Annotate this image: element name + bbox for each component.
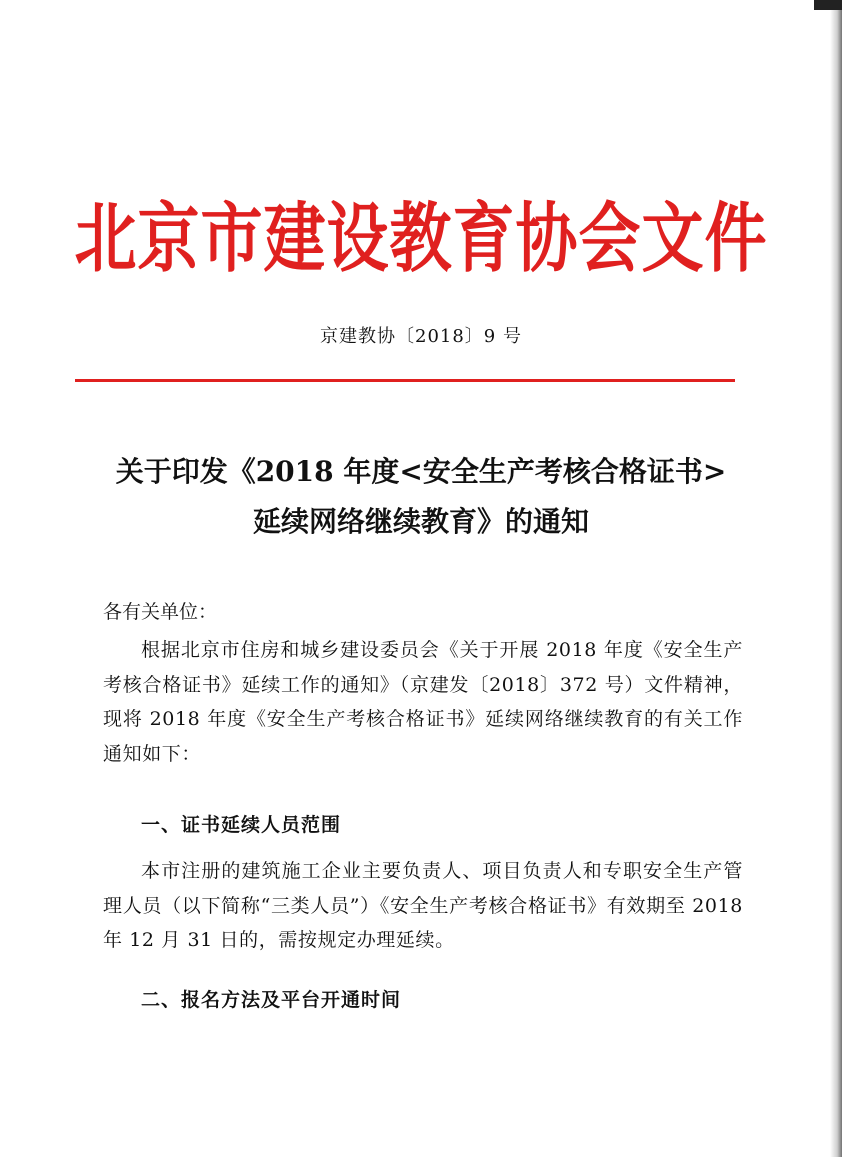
body-paragraph-2: 本市注册的建筑施工企业主要负责人、项目负责人和专职安全生产管理人员（以下简称“三类人员”）《安全生产考核合格证书》有效期至 2018 年 12 月 31 日的，需按规定办理延续。	[103, 860, 743, 951]
scan-corner-mark	[814, 0, 842, 10]
red-divider-line	[75, 379, 735, 382]
notice-title-line-2: 延续网络继续教育》的通知	[252, 505, 589, 538]
org-header: 北京市建设教育协会文件	[74, 193, 768, 283]
scan-edge-shadow	[830, 0, 842, 1157]
section-heading-2: 二、报名方法及平台开通时间	[141, 989, 402, 1011]
body-paragraph-1: 根据北京市住房和城乡建设委员会《关于开展 2018 年度《安全生产考核合格证书》延续工作的通知》（京建发〔2018〕372 号）文件精神，现将 2018 年度《安全生产考核合格证书》延续网络继续教育的有关工作通知如下：	[103, 639, 743, 765]
salutation: 各有关单位：	[103, 601, 218, 623]
doc-number: 京建教协〔2018〕9 号	[320, 326, 522, 347]
section-heading-1: 一、证书延续人员范围	[141, 814, 342, 836]
notice-title-line-1: 关于印发《2018 年度<安全生产考核合格证书>	[115, 455, 727, 488]
